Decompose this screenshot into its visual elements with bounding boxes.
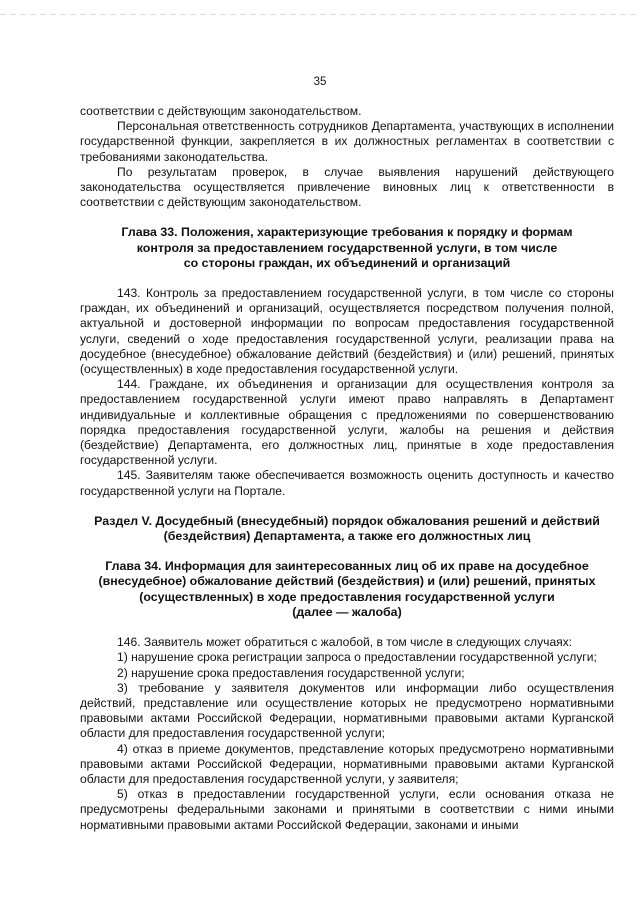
document-body	[80, 104, 614, 833]
section-heading	[80, 559, 614, 620]
heading-line: со стороны граждан, их объединений и организаций	[183, 255, 511, 270]
heading-line: Раздел V. Досудебный (внесудебный) порядок обжалования решений и действий	[94, 513, 600, 528]
heading-line: (бездействия) Департамента, а также его должностных лиц	[163, 529, 531, 544]
page-number: 35	[313, 76, 327, 88]
heading-line: Глава 34. Информация для заинтересованных лиц об их праве на досудебное	[105, 559, 589, 574]
heading-line: Глава 33. Положения, характеризующие требования к порядку и формам	[121, 225, 573, 240]
paragraph: По результатам проверок, в случае выявления нарушений действующего законодательства осуществляется привлечение виновных лиц к ответственности в соответствии с действующим законодательством.	[80, 164, 614, 210]
paragraph: 5) отказ в предоставлении государственной услуги, если основания отказа не предусмотрены федеральными законами и принятыми в соответствии с ними иными нормативными правовыми актами Российской Федерации, законами и иными	[80, 787, 614, 832]
paragraph: 143. Контроль за предоставлением государственной услуги, в том числе со стороны граждан, их объединений и организаций, осуществляется посредством получения полной, актуальной и достоверной информации по вопросам предоставления государственной услуги, сведений о ходе предоставления государственной услуги, реализации права на досудебное (внесудебное) обжалование действий (бездействия) и (или) решений, принятых (осуществленных) в ходе предоставления государственной услуги.	[80, 286, 614, 377]
section-heading	[80, 225, 614, 271]
paragraph: 3) требование у заявителя документов или информации либо осуществления действий, представление или осуществление которых не предусмотрено нормативными правовыми актами Российской Федерации, нормативными правовыми актами Курганской области для предоставления государственной услуги;	[80, 680, 614, 741]
heading-line: контроля за предоставлением государственной услуги, в том числе	[136, 240, 558, 255]
heading-line: (внесудебное) обжалование действий (бездействия) и (или) решений, принятых	[98, 574, 596, 589]
paragraph: соответствии с действующим законодательством.	[80, 104, 362, 118]
paragraph: 146. Заявитель может обратиться с жалобой, в том числе в следующих случаях:	[117, 635, 573, 650]
scan-artifact-line	[0, 14, 640, 15]
paragraph: 2) нарушение срока предоставления государственной услуги;	[117, 665, 465, 680]
paragraph: 144. Граждане, их объединения и организации для осуществления контроля за предоставлением государственной услуги имеют право направлять в Департамент индивидуальные и коллективные обращения с предложениями по совершенствованию порядка предоставления государственной услуги, жалобы на решения и действия (бездействие) Департамента, его должностных лиц, принятые в ходе предоставления государственной услуги.	[80, 377, 614, 468]
paragraph: 4) отказ в приеме документов, представление которых предусмотрено нормативными правовыми актами Российской Федерации, нормативными правовыми актами Курганской области для предоставления государственной услуги, у заявителя;	[80, 741, 614, 786]
section-heading	[80, 514, 614, 544]
paragraph: Персональная ответственность сотрудников Департамента, участвующих в исполнении государственной функции, закрепляется в их должностных регламентах в соответствии с требованиями законодательства.	[80, 119, 614, 164]
paragraph: 1) нарушение срока регистрации запроса о предоставлении государственной услуги;	[117, 650, 597, 665]
heading-line: (далее — жалоба)	[292, 604, 402, 619]
paragraph: 145. Заявителям также обеспечивается возможность оценить доступность и качество государственной услуги на Портале.	[80, 468, 614, 498]
heading-line: (осуществленных) в ходе предоставления государственной услуги	[139, 589, 555, 604]
